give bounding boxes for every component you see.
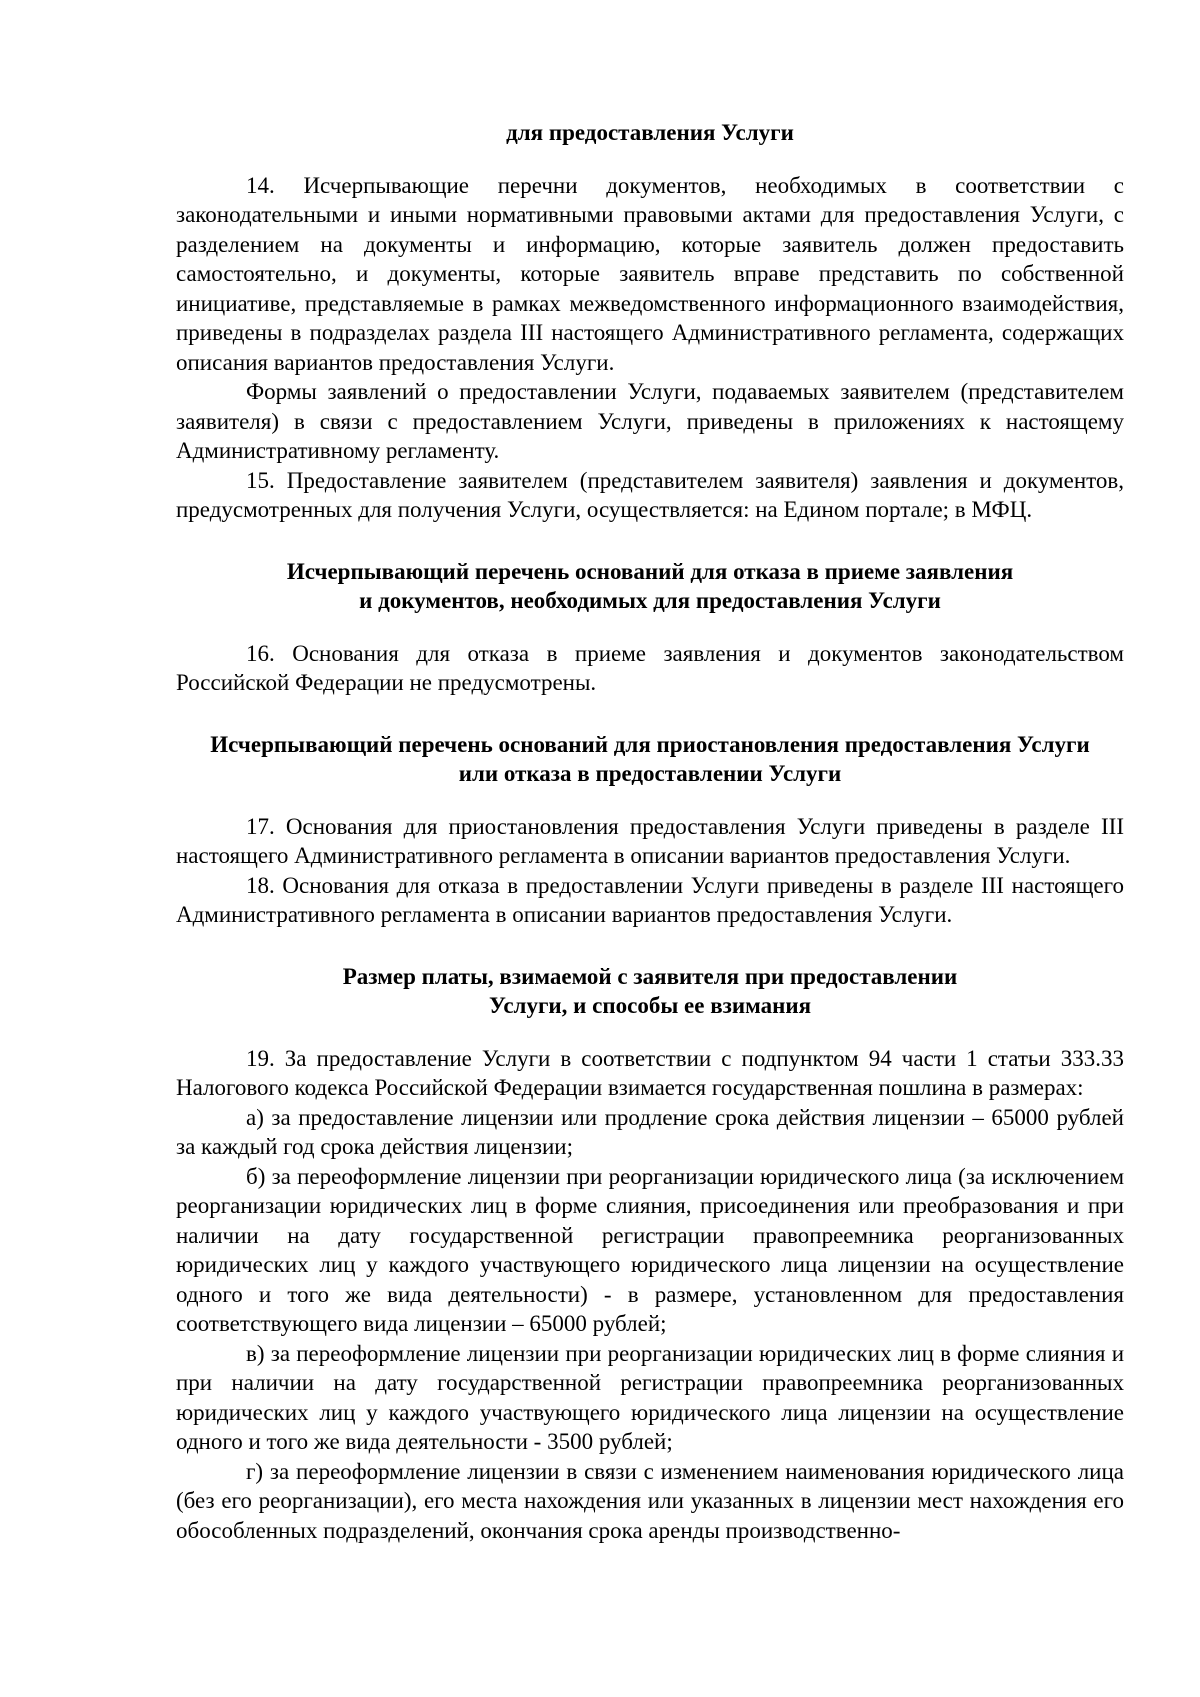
- paragraph-forms: Формы заявлений о предоставлении Услуги, подаваемых заявителем (представителем заявителя) в связи с предоставлением Услуги, приведены в приложениях к настоящему Административному регламенту.: [176, 379, 1124, 463]
- paragraph-19-a: а) за предоставление лицензии или продление срока действия лицензии – 65000 рублей за каждый год срока действия лицензии;: [176, 1104, 1124, 1159]
- paragraph-19-b: б) за переоформление лицензии при реорганизации юридического лица (за исключением реорганизации юридических лиц в форме слияния, присоединения или преобразования и при наличии на дату государственной регистрации правопреемника реорганизованных юридических лиц у каждого участвующего юридического лица лицензии на осуществление одного и того же вида деятельности) - в размере, установленном для предоставления соответствующего вида лицензии – 65000 рублей;: [176, 1163, 1124, 1336]
- paragraph-15: 15. Предоставление заявителем (представителем заявителя) заявления и документов, предусмотренных для получения Услуги, осуществляется: на Едином портале; в МФЦ.: [176, 467, 1124, 522]
- paragraph-19-v: в) за переоформление лицензии при реорганизации юридических лиц в форме слияния и при наличии на дату государственной регистрации правопреемника реорганизованных юридических лиц у каждого участвующего юридического лица лицензии на осуществление одного и того же вида деятельности - 3500 рублей;: [176, 1340, 1124, 1454]
- document-page: [176, 118, 1124, 1545]
- spacer: [176, 616, 1124, 639]
- heading-line: и документов, необходимых для предоставления Услуги: [359, 588, 941, 613]
- paragraph-16: 16. Основания для отказа в приеме заявления и документов законодательством Российской Федерации не предусмотрены.: [176, 640, 1124, 695]
- spacer: [176, 930, 1124, 962]
- paragraph-14: 14. Исчерпывающие перечни документов, необходимых в соответствии с законодательными и иными нормативными правовыми актами для предоставления Услуги, с разделением на документы и информацию, которые заявитель должен предоставить самостоятельно, и документы, которые заявитель вправе представить по собственной инициативе, представляемые в рамках межведомственного информационного взаимодействия, приведены в подразделах раздела III настоящего Административного регламента, содержащих описания вариантов предоставления Услуги.: [176, 172, 1124, 375]
- heading-line: Исчерпывающий перечень оснований для приостановления предоставления Услуги: [210, 731, 1090, 757]
- section-heading: для предоставления Услуги: [506, 120, 794, 145]
- paragraph-19: 19. За предоставление Услуги в соответствии с подпунктом 94 части 1 статьи 333.33 Налогового кодекса Российской Федерации взимается государственная пошлина в размерах:: [176, 1045, 1124, 1100]
- section-heading-fees: [176, 962, 1124, 1021]
- paragraph-19-g: г) за переоформление лицензии в связи с изменением наименования юридического лица (без его реорганизации), его места нахождения или указанных в лицензии мест нахождения его обособленных подразделений, окончания срока аренды производственно-: [176, 1458, 1124, 1543]
- spacer: [176, 525, 1124, 557]
- spacer: [176, 148, 1124, 171]
- heading-line: Исчерпывающий перечень оснований для отказа в приеме заявления: [286, 558, 1014, 584]
- section-heading-suspension: [176, 730, 1124, 789]
- heading-line: Услуги, и способы ее взимания: [488, 993, 812, 1018]
- heading-line: или отказа в предоставлении Услуги: [458, 761, 842, 786]
- spacer: [176, 1021, 1124, 1044]
- paragraph-18: 18. Основания для отказа в предоставлении Услуги приведены в разделе III настоящего Административного регламента в описании вариантов предоставления Услуги.: [176, 872, 1124, 927]
- spacer: [176, 789, 1124, 812]
- heading-line: Размер платы, взимаемой с заявителя при предоставлении: [342, 963, 958, 989]
- paragraph-17: 17. Основания для приостановления предоставления Услуги приведены в разделе III настоящего Административного регламента в описании вариантов предоставления Услуги.: [176, 813, 1124, 868]
- spacer: [176, 698, 1124, 730]
- section-heading-refusal-acceptance: [176, 557, 1124, 616]
